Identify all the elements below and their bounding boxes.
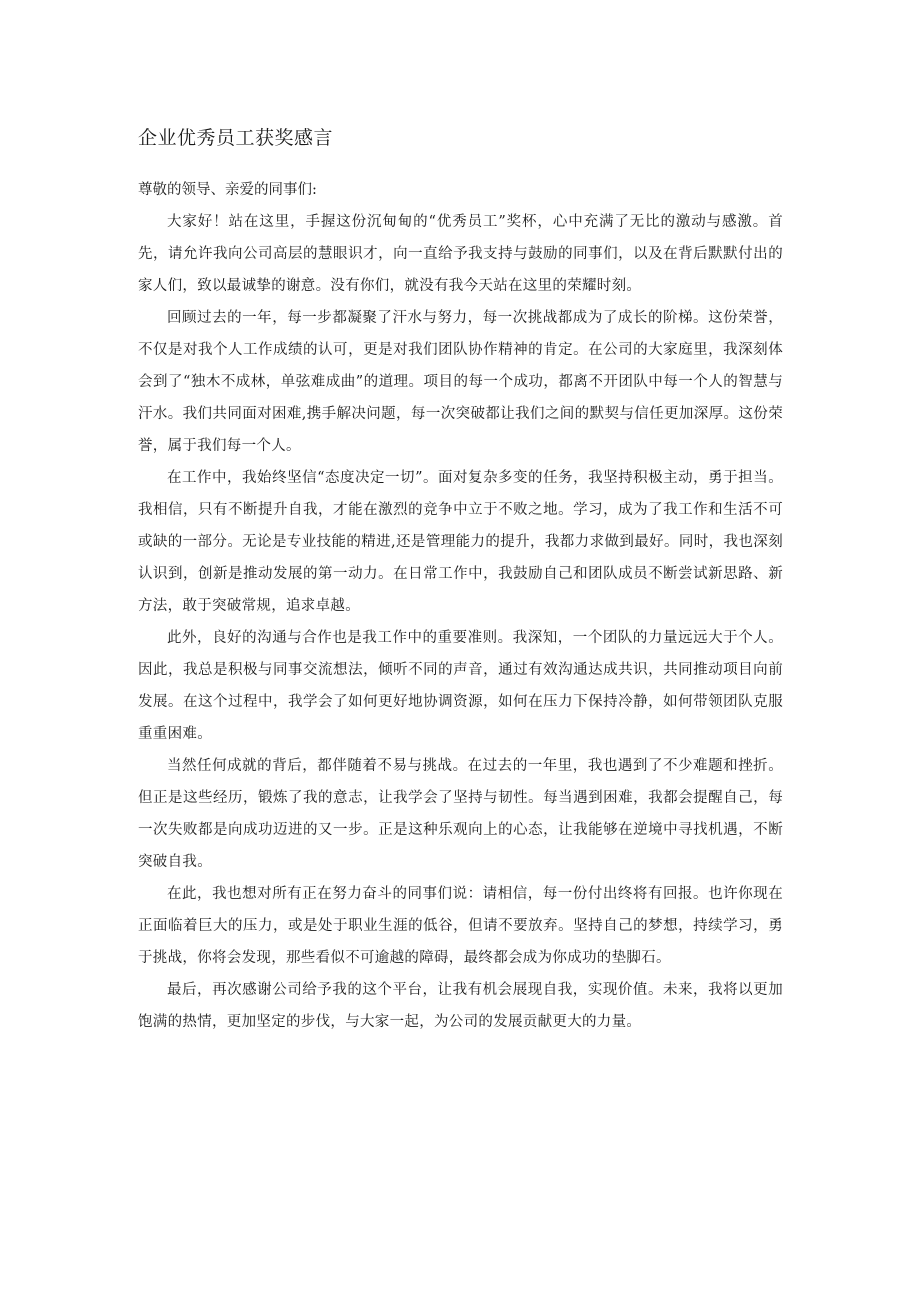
paragraph-7: 最后，再次感谢公司给予我的这个平台，让我有机会展现自我，实现价值。未来，我将以更加饱满的热情，更加坚定的步伐，与大家一起，为公司的发展贡献更大的力量。: [138, 982, 783, 1030]
paragraph-1: 大家好！站在这里，手握这份沉甸甸的“优秀员工”奖杯，心中充满了无比的激动与感激。首先，请允许我向公司高层的慧眼识才，向一直给予我支持与鼓励的同事们，以及在背后默默付出的家人们，致以最诚挚的谢意。没有你们，就没有我今天站在这里的荣耀时刻。: [138, 214, 783, 294]
salutation: 尊敬的领导、亲爱的同事们:: [138, 182, 317, 198]
paragraph-5: 当然任何成就的背后，都伴随着不易与挑战。在过去的一年里，我也遇到了不少难题和挫折。但正是这些经历，锻炼了我的意志，让我学会了坚持与韧性。每当遇到困难，我都会提醒自己，每一次失败都是向成功迈进的又一步。正是这种乐观向上的心态，让我能够在逆境中寻找机遇，不断突破自我。: [138, 758, 783, 870]
paragraph-3: 在工作中，我始终坚信“态度决定一切”。面对复杂多变的任务，我坚持积极主动，勇于担当。我相信，只有不断提升自我，才能在激烈的竞争中立于不败之地。学习，成为了我工作和生活不可或缺的一部分。无论是专业技能的精进,还是管理能力的提升，我都力求做到最好。同时，我也深刻认识到，创新是推动发展的第一动力。在日常工作中，我鼓励自己和团队成员不断尝试新思路、新方法，敢于突破常规，追求卓越。: [138, 470, 783, 614]
paragraph-6: 在此，我也想对所有正在努力奋斗的同事们说：请相信，每一份付出终将有回报。也许你现在正面临着巨大的压力，或是处于职业生涯的低谷，但请不要放弃。坚持自己的梦想，持续学习，勇于挑战，你将会发现，那些看似不可逾越的障碍，最终都会成为你成功的垫脚石。: [138, 886, 783, 966]
paragraph-4: 此外，良好的沟通与合作也是我工作中的重要准则。我深知，一个团队的力量远远大于个人。因此，我总是积极与同事交流想法，倾听不同的声音，通过有效沟通达成共识，共同推动项目向前发展。在这个过程中，我学会了如何更好地协调资源，如何在压力下保持冷静，如何带领团队克服重重困难。: [138, 630, 783, 742]
paragraph-2: 回顾过去的一年，每一步都凝聚了汗水与努力，每一次挑战都成为了成长的阶梯。这份荣誉，不仅是对我个人工作成绩的认可，更是对我们团队协作精神的肯定。在公司的大家庭里，我深刻体会到了“独木不成林，单弦难成曲”的道理。项目的每一个成功，都离不开团队中每一个人的智慧与汗水。我们共同面对困难,携手解决问题，每一次突破都让我们之间的默契与信任更加深厚。这份荣誉，属于我们每一个人。: [138, 310, 783, 454]
document-page: [138, 118, 783, 1038]
document-title: 企业优秀员工获奖感言: [138, 127, 334, 149]
